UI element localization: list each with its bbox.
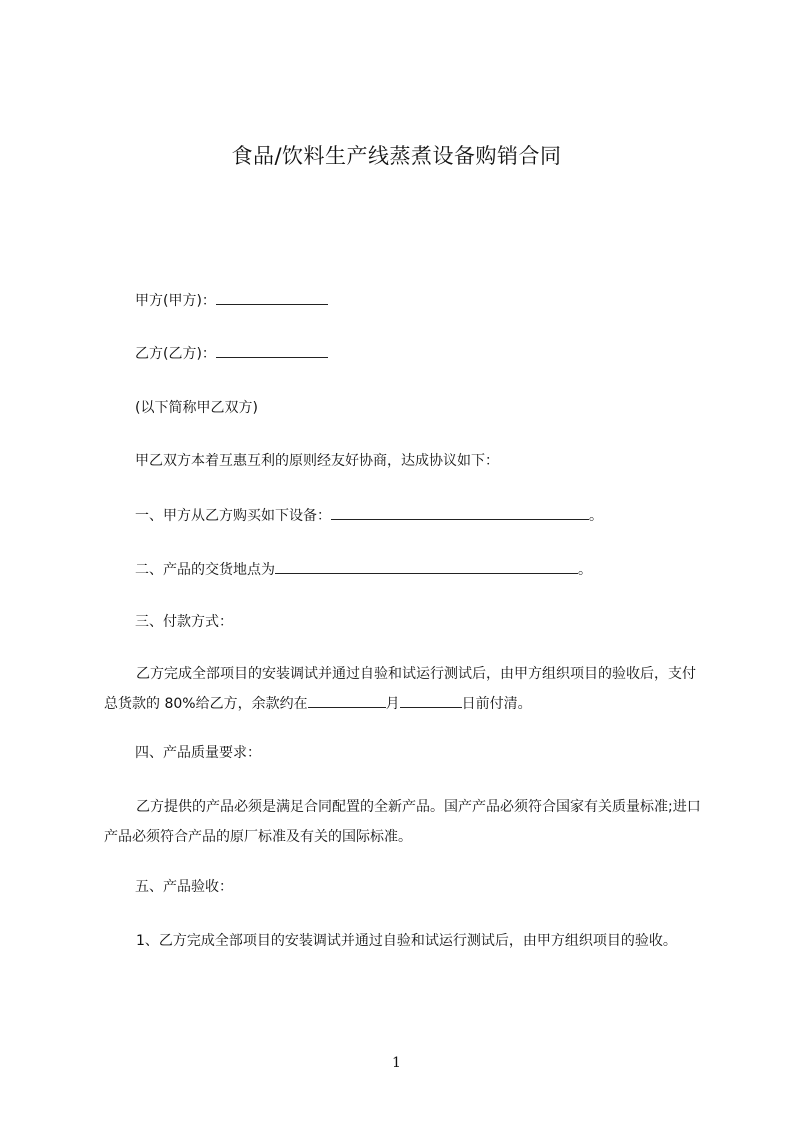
party-a-label: 甲方(甲方)： — [135, 293, 216, 309]
party-b-line — [135, 343, 328, 364]
clause3-paragraph — [104, 659, 704, 719]
intro-text: 甲乙双方本着互惠互利的原则经友好协商，达成协议如下： — [135, 453, 499, 469]
clause3-day-blank — [400, 693, 462, 708]
clause3-heading: 三、付款方式： — [135, 614, 233, 630]
clause1-blank — [331, 505, 589, 520]
clause2-line — [135, 559, 592, 580]
party-a-line — [135, 290, 328, 311]
party-b-blank — [216, 343, 328, 358]
clause3-month-blank — [308, 693, 386, 708]
document-title: 食品/饮料生产线蒸煮设备购销合同 — [231, 144, 562, 168]
clause2-label: 二、产品的交货地点为 — [135, 562, 275, 578]
clause2-end: 。 — [578, 562, 592, 578]
clause1-line — [135, 505, 603, 526]
clause5-heading: 五、产品验收： — [135, 879, 233, 895]
clause3-month: 月 — [385, 696, 400, 712]
party-b-label: 乙方(乙方)： — [135, 346, 216, 362]
clause4-heading: 四、产品质量要求： — [135, 745, 261, 761]
clause1-end: 。 — [589, 508, 603, 524]
clause3-day-end: 日前付清。 — [461, 696, 532, 712]
clause1-label: 一、甲方从乙方购买如下设备： — [135, 508, 331, 524]
short-names: (以下简称甲乙双方) — [135, 400, 258, 416]
clause4-paragraph: 乙方提供的产品必须是满足合同配置的全新产品。国产产品必须符合国家有关质量标准;进口产品必须符合产品的原厂标准及有关的国际标准。 — [104, 799, 701, 845]
clause2-blank — [275, 559, 578, 574]
clause3-text: 乙方完成全部项目的安装调试并通过自验和试运行测试后，由甲方组织项目的验收后，支付总货款的 80%给乙方，余款约在 — [104, 666, 696, 712]
page-number: 1 — [392, 1055, 401, 1071]
clause5-item1: 1、乙方完成全部项目的安装调试并通过自验和试运行测试后，由甲方组织项目的验收。 — [136, 933, 677, 949]
party-a-blank — [216, 290, 328, 305]
